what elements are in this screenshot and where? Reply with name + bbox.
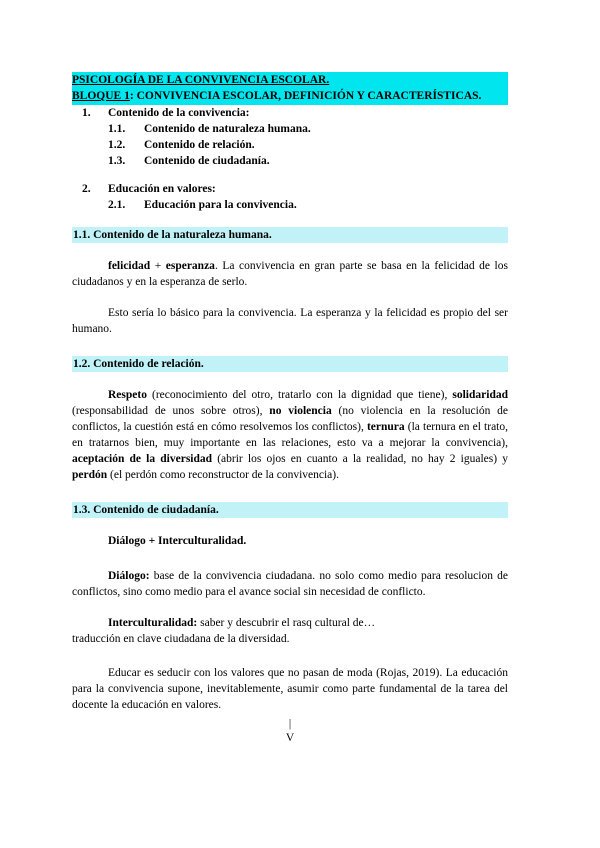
toc-item-2 [72, 181, 508, 197]
bold-term: no violencia [269, 405, 332, 417]
subheading-dialogo-interculturalidad [72, 533, 508, 549]
document-page [72, 72, 508, 746]
toc-item-1-3 [72, 153, 508, 169]
toc-label: Contenido de naturaleza humana. [144, 123, 311, 135]
paragraph-traduccion: traducción en clave ciudadana de la diversidad. [72, 633, 290, 645]
toc-label: Contenido de ciudadanía. [144, 155, 270, 167]
text-run: (abrir los ojos en cuanto a la realidad, no hay 2 iguales) y [212, 453, 508, 465]
text-run: (responsabilidad de unos sobre otros), [72, 405, 270, 417]
toc-item-1-2 [72, 137, 508, 153]
bold-term: aceptación de la diversidad [72, 453, 213, 465]
text-run: + [150, 260, 166, 272]
table-of-contents [72, 105, 508, 213]
text-run: . La convivencia en gran parte se basa en la felicidad de los ciudadanos y en la esperanza de serlo. [72, 260, 508, 288]
section-heading-1-2: 1.2. Contenido de relación. [72, 356, 508, 372]
spacer [72, 169, 508, 181]
toc-item-1 [72, 105, 508, 121]
bloque-text: CONVIVENCIA ESCOLAR, DEFINICIÓN Y CARACTERÍSTICAS. [133, 90, 482, 102]
toc-number: 1.2. [108, 139, 126, 151]
toc-item-1-1 [72, 121, 508, 137]
bold-term: Diálogo + Interculturalidad. [108, 535, 247, 547]
text-run: (reconocimiento del otro, tratarlo con la dignidad que tiene), [146, 389, 453, 401]
toc-number: 1. [82, 107, 91, 119]
bloque-label: BLOQUE 1 [72, 90, 130, 102]
bold-term: ternura [366, 421, 405, 433]
toc-label: Contenido de la convivencia: [108, 107, 250, 119]
toc-number: 1.1. [108, 123, 126, 135]
toc-number: 2.1. [108, 199, 126, 211]
bloque-sep: : [129, 90, 134, 102]
section-heading-1-3: 1.3. Contenido de ciudadanía. [72, 502, 508, 518]
text-run: base de la convivencia ciudadana. no solo como medio para resolucion de conflictos, sino como medio para el avance social sin necesidad de conflicto. [72, 570, 508, 598]
toc-item-2-1 [72, 197, 508, 213]
toc-number: 2. [82, 183, 91, 195]
bold-term: perdón [72, 469, 108, 481]
paragraph-basico: Esto sería lo básico para la convivencia. La esperanza y la felicidad es propio del ser humano. [72, 307, 508, 335]
paragraph-relacion [72, 387, 508, 483]
paragraph-educar: Educar es seducir con los valores que no pasan de moda (Rojas, 2019). La educación para la convivencia supone, inevitablemente, asumir como parte fundamental de la tarea del docente la educación en valores. [72, 667, 508, 711]
footer-bar: | [288, 718, 292, 730]
bloque-heading [72, 88, 508, 105]
text-run: (el perdón como reconstructor de la convivencia). [107, 469, 339, 481]
footer-mark: V [285, 732, 295, 744]
bold-term: Diálogo: [108, 570, 150, 582]
toc-number: 1.3. [108, 155, 126, 167]
text-run: (la ternura en el trato, en tratarnos bien, muy importante en las relaciones, esto va a mejorar la convivencia), [72, 421, 508, 449]
paragraph-interculturalidad [72, 615, 508, 631]
bold-term: esperanza [165, 260, 215, 272]
toc-label: Educación en valores: [108, 183, 216, 195]
toc-label: Educación para la convivencia. [144, 199, 297, 211]
text-run: saber y descubrir el rasq cultural de… [197, 617, 376, 629]
paragraph-felicidad [72, 258, 508, 290]
bold-term: solidaridad [452, 389, 508, 401]
section-heading-1-1: 1.1. Contenido de la naturaleza humana. [72, 227, 508, 243]
bold-term: Respeto [108, 389, 147, 401]
text-run: (no violencia en la resolución de conflictos, la cuestión está en cómo resolvemos los conflictos), [72, 405, 508, 433]
document-title: PSICOLOGÍA DE LA CONVIVENCIA ESCOLAR. [72, 72, 508, 88]
bold-term: felicidad [108, 260, 151, 272]
paragraph-dialogo [72, 568, 508, 600]
bold-term: Interculturalidad: [108, 617, 198, 629]
toc-label: Contenido de relación. [144, 139, 255, 151]
